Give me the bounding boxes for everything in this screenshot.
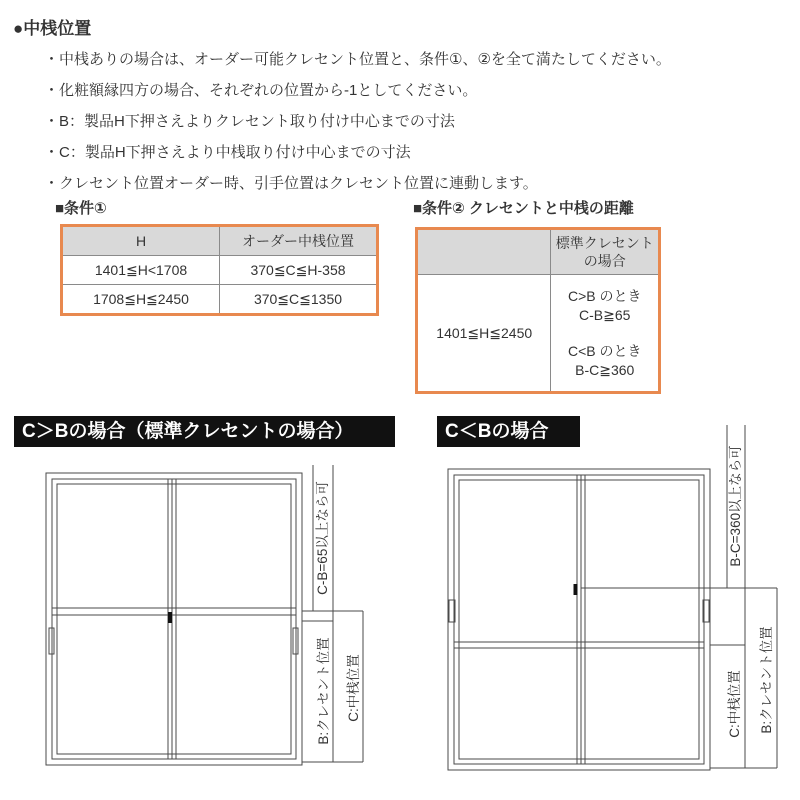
list-item: ・クレセント位置オーダー時、引手位置はクレセント位置に連動します。: [44, 175, 538, 192]
handle-icon: [449, 600, 709, 622]
dim-label-b-crescent: B:クレセント位置: [759, 626, 774, 734]
list-item: ・化粧額縁四方の場合、それぞれの位置から-1としてください。: [44, 82, 478, 99]
condition2-title: ■条件② クレセントと中桟の距離: [413, 200, 634, 217]
handle-icon: [49, 628, 298, 654]
dimension-lines: [581, 425, 777, 768]
middle-rail: [52, 608, 296, 615]
condition1-cell-h-range: 1708≦H≦2450: [93, 290, 189, 307]
notes-list: [44, 44, 784, 199]
window-frame: [46, 473, 302, 765]
condition2-case1-rule: C-B≧65: [579, 306, 631, 323]
condition2-header-empty: [418, 230, 550, 274]
left-diagram-title: C＞Bの場合（標準クレセントの場合）: [14, 416, 395, 447]
condition2-table: [415, 227, 661, 394]
condition2-header-standard-crescent: 標準クレセントの場合: [550, 230, 658, 274]
right-window-diagram: [430, 410, 800, 800]
crescent-lock-mark: [168, 612, 172, 623]
window-frame: [448, 469, 710, 770]
page-title: ●中桟位置: [13, 19, 92, 38]
condition2-cell-conditions: [550, 275, 658, 391]
condition2-case2-when: C<B のとき: [567, 342, 642, 359]
table-row: [63, 255, 376, 284]
list-item: ・B：製品H下押さえよりクレセント取り付け中心までの寸法: [44, 113, 455, 130]
middle-rail: [454, 642, 704, 648]
right-diagram-title: C＜Bの場合: [437, 416, 580, 447]
condition1-table: [60, 224, 379, 316]
meeting-stile: [577, 475, 585, 764]
left-window-diagram: [30, 455, 395, 800]
condition1-cell-c-range: 370≦C≦H-358: [219, 256, 376, 284]
condition2-cell-h-range: 1401≦H≦2450: [436, 324, 533, 341]
condition1-cell-c-range: 370≦C≦1350: [219, 285, 376, 313]
dim-label-b-crescent: B:クレセント位置: [316, 637, 331, 745]
crescent-lock-mark: [574, 584, 578, 595]
dim-label-bc-gap: B-C=360以上なら可: [728, 445, 743, 567]
condition1-title: ■条件①: [55, 200, 107, 217]
condition1-header-h: H: [63, 227, 219, 255]
condition1-header-order-rail-position: オーダー中桟位置: [219, 227, 376, 255]
condition2-case1-when: C>B のとき: [567, 287, 642, 304]
dim-label-c-rail: C:中桟位置: [727, 670, 742, 738]
dim-label-cb-gap: C-B=65以上なら可: [315, 481, 330, 595]
list-item: ・中桟ありの場合は、オーダー可能クレセント位置と、条件①、②を全て満たしてください。: [44, 51, 671, 68]
dim-label-c-rail: C:中桟位置: [346, 654, 361, 722]
condition2-case2-rule: B-C≧360: [575, 361, 635, 378]
table-row: [418, 274, 658, 391]
list-item: ・C：製品H下押さえより中桟取り付け中心までの寸法: [44, 144, 411, 161]
table-row: [63, 284, 376, 313]
condition1-cell-h-range: 1401≦H<1708: [94, 261, 188, 278]
